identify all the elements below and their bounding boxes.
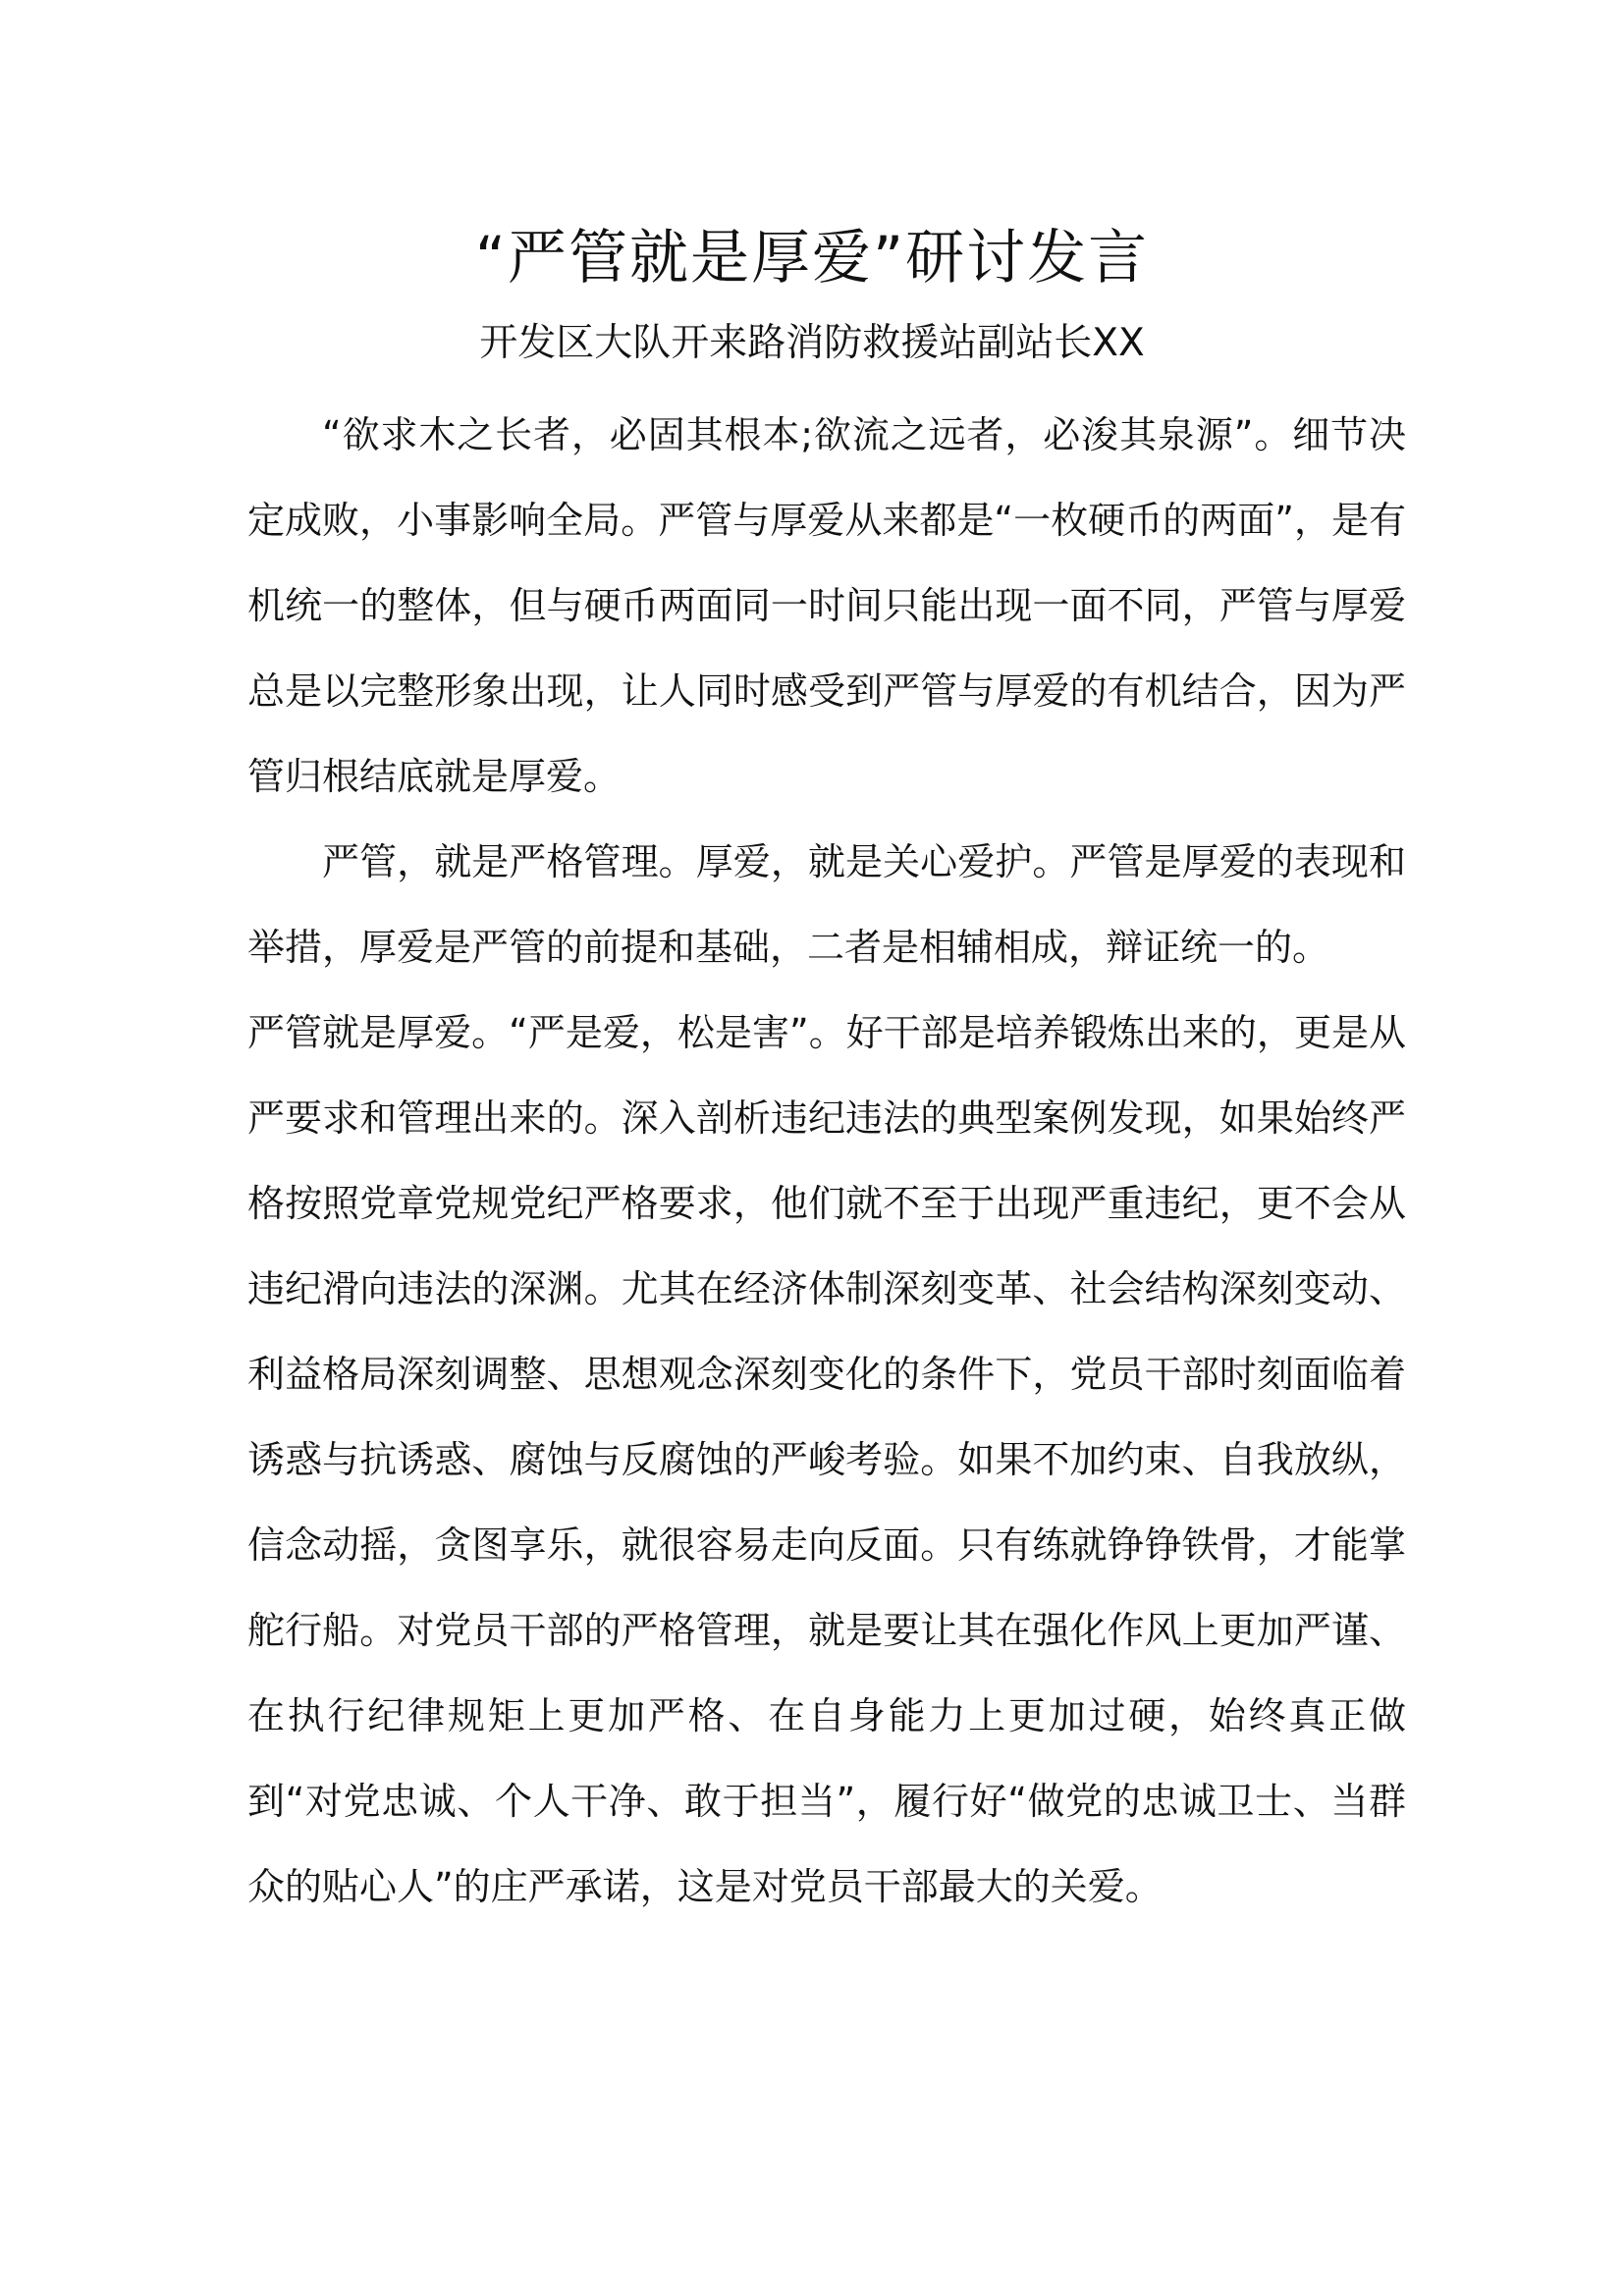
paragraph: “欲求木之长者，必固其根本;欲流之远者，必浚其泉源”。细节决定成败，小事影响全局。严管与厚爱从来都是“一枚硬币的两面”，是有机统一的整体，但与硬币两面同一时间只能出现一面不同，严管与厚爱总是以完整形象出现，让人同时感受到严管与厚爱的有机结合，因为严管归根结底就是厚爱。: [247, 413, 1406, 798]
paragraph: 严管就是厚爱。“严是爱，松是害”。好干部是培养锻炼出来的，更是从严要求和管理出来的。深入剖析违纪违法的典型案例发现，如果始终严格按照党章党规党纪严格要求，他们就不至于出现严重违纪，更不会从违纪滑向违法的深渊。尤其在经济体制深刻变革、社会结构深刻变动、利益格局深刻调整、思想观念深刻变化的条件下，党员干部时刻面临着诱惑与抗诱惑、腐蚀与反腐蚀的严峻考验。如果不加约束、自我放纵，信念动摇，贪图享乐，就很容易走向反面。只有练就铮铮铁骨，才能掌舵行船。对党员干部的严格管理，就是要让其在强化作风上更加严谨、在执行纪律规矩上更加严格、在自身能力上更加过硬，始终真正做到“对党忠诚、个人干净、敢于担当”，履行好“做党的忠诚卫士、当群众的贴心人”的庄严承诺，这是对党员干部最大的关爱。: [247, 1011, 1406, 1908]
paragraph: 严管，就是严格管理。厚爱，就是关心爱护。严管是厚爱的表现和举措，厚爱是严管的前提和基础，二者是相辅相成，辩证统一的。: [247, 840, 1406, 969]
document-body: [247, 393, 1406, 1930]
document-subtitle: 开发区大队开来路消防救援站副站长XX: [479, 321, 1145, 365]
document-title: “严管就是厚爱”研讨发言: [474, 224, 1150, 293]
